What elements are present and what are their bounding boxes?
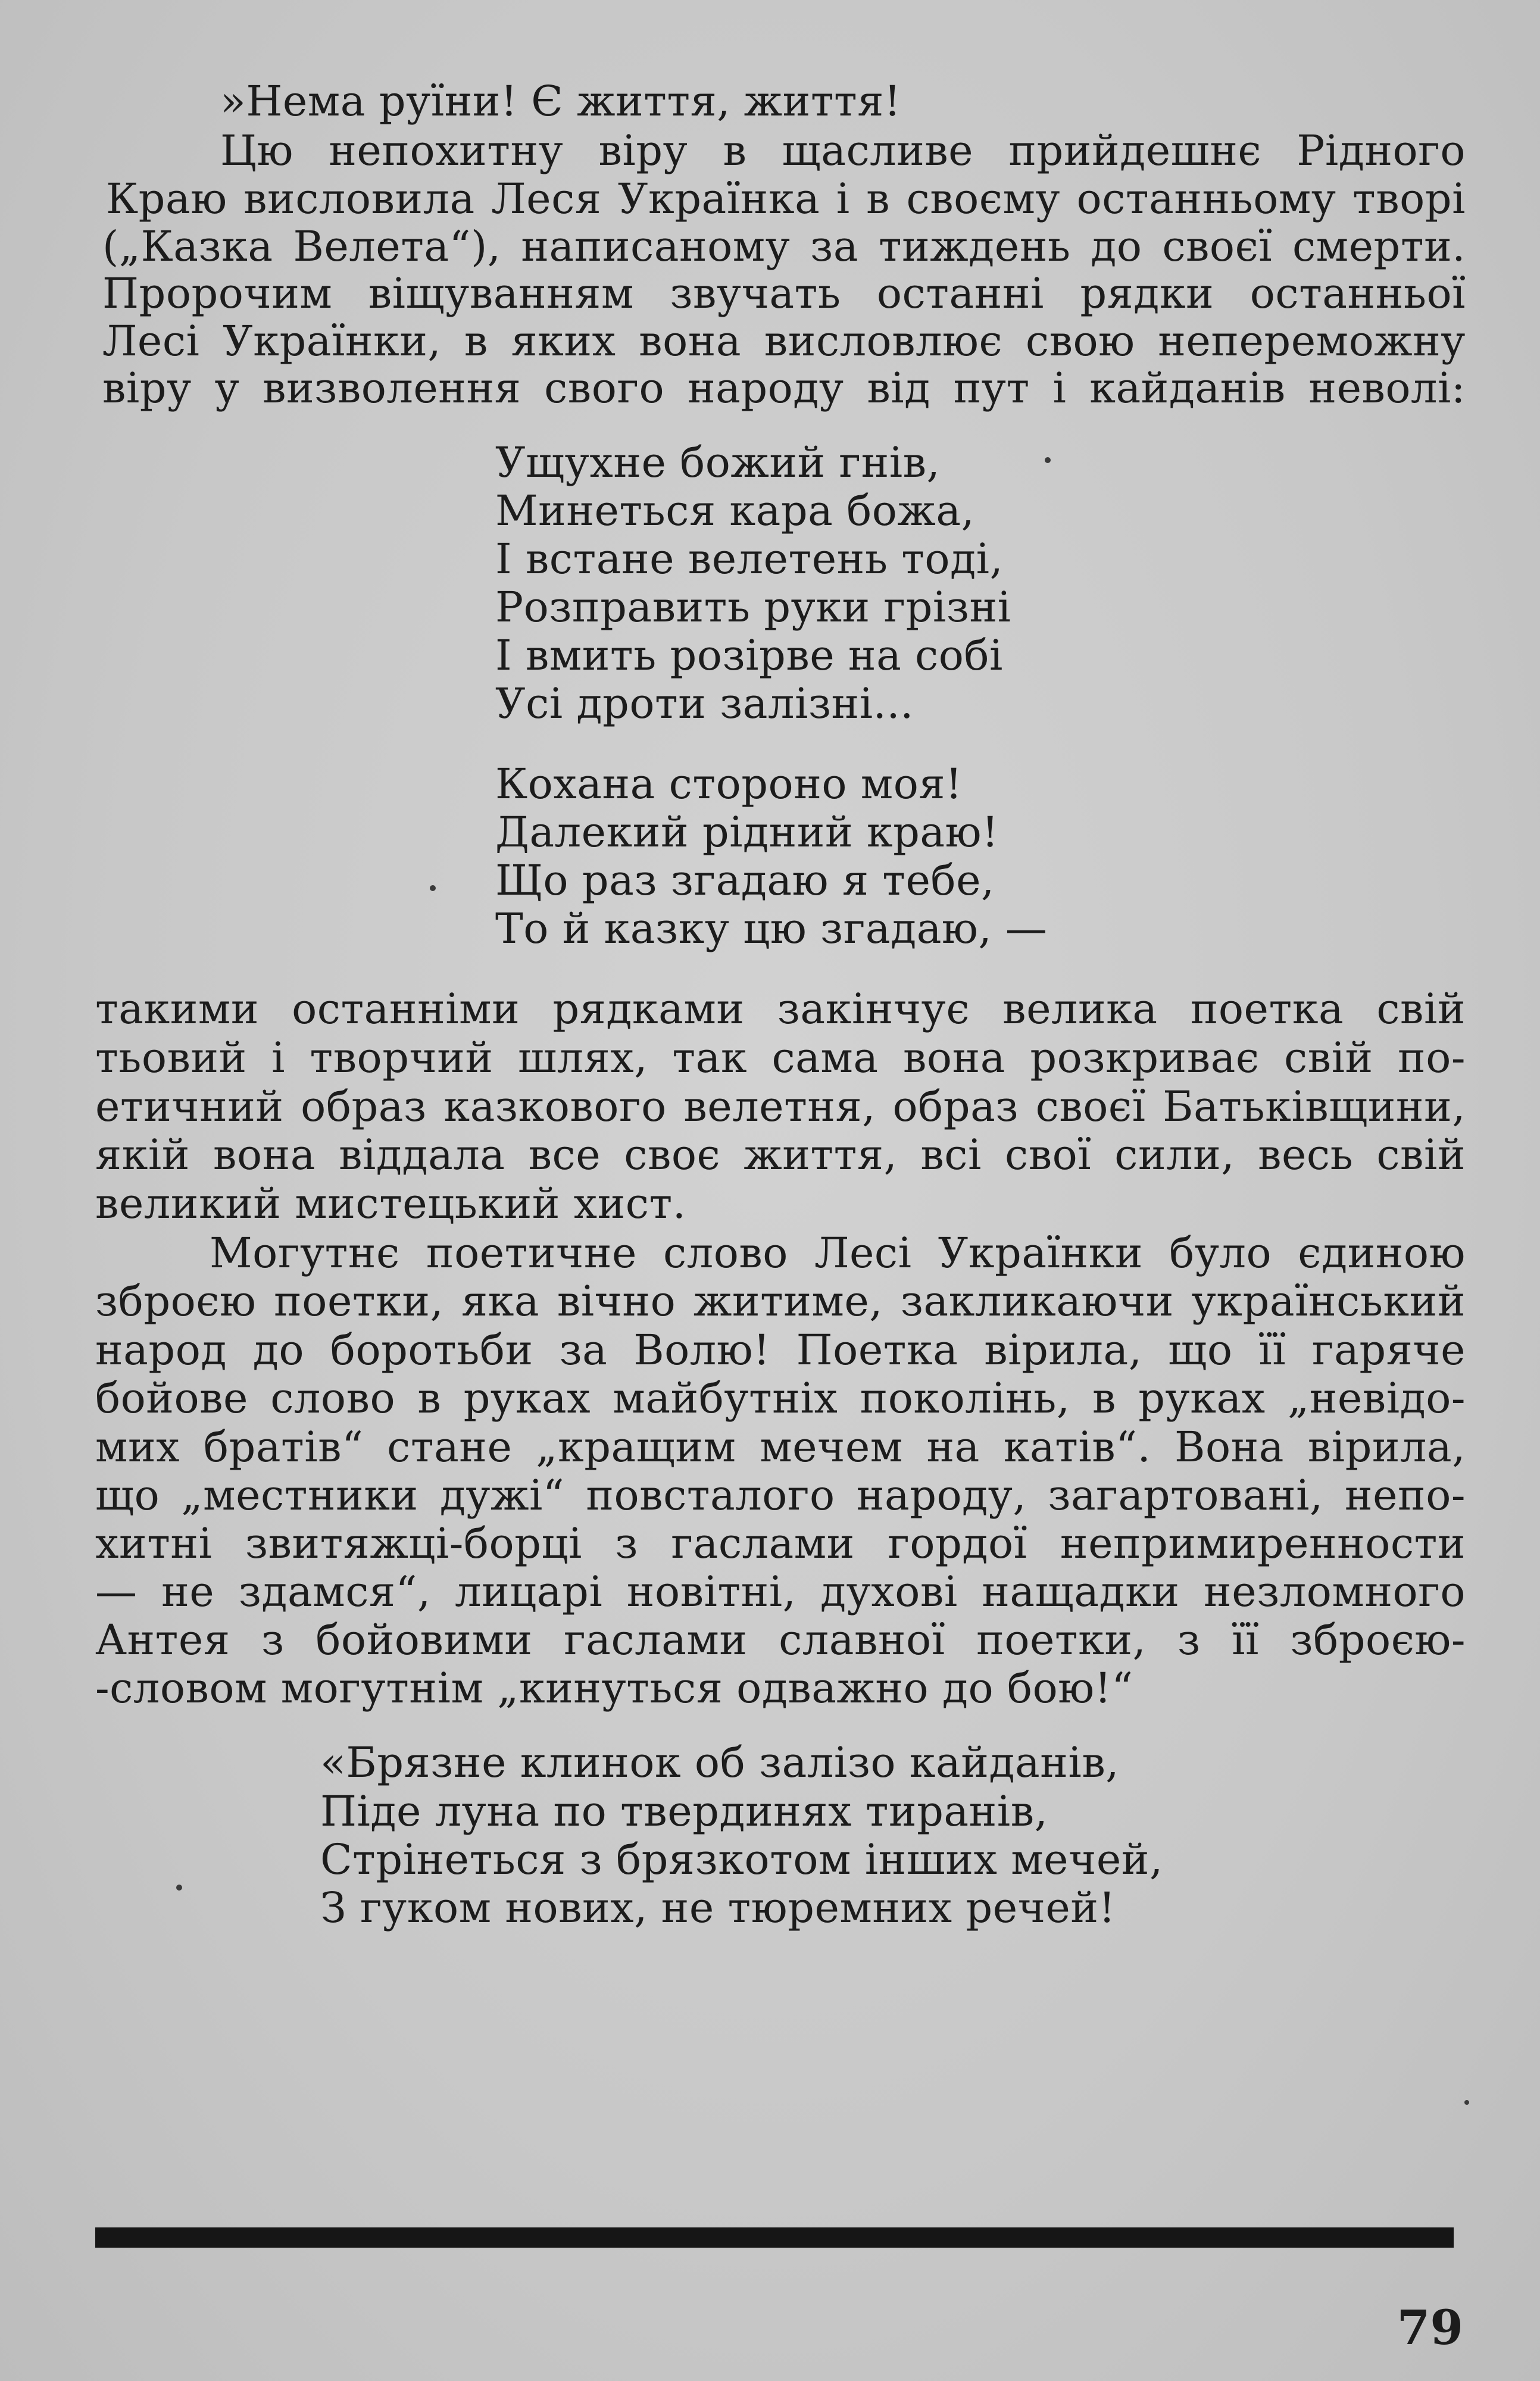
text-line: великий мистецький хист. (95, 1179, 686, 1228)
text-line: Цю непохитну віру в щасливе прийдешнє Рідного (220, 127, 1466, 174)
print-speck (1464, 2100, 1469, 2105)
poem-line: Далекий рідний краю! (495, 808, 999, 857)
text-line: тьовий і творчий шлях, так сама вона розкриває свій по- (95, 1034, 1466, 1082)
poem-line: Що раз згадаю я тебе, (495, 856, 995, 905)
poem-line: І встане велетень тоді, (495, 535, 1004, 583)
text-line: Антея з бойовими гаслами славної поетки, з її зброєю- (95, 1616, 1466, 1664)
text-line: („Казка Велета“), написаному за тиждень до своєї смерти. (102, 223, 1466, 270)
text-line: Краю висловила Леся Українка і в своєму останньому творі (106, 175, 1466, 223)
poem-line: Минеться кара божа, (495, 486, 975, 535)
text-line: мих братів“ стане „кращим мечем на катів“. Вона вірила, (95, 1423, 1466, 1471)
text-line: зброєю поетки, яка вічно житиме, закликаючи український (95, 1277, 1466, 1325)
text-line: віру у визволення свого народу від пут і кайданів неволі: (102, 364, 1466, 412)
poem-line: «Брязне клинок об залізо кайданів, (320, 1738, 1119, 1787)
text-line: — не здамся“, лицарі новітні, духові нащадки незломного (95, 1568, 1466, 1616)
poem-line: То й казку цю згадаю, — (495, 904, 1048, 953)
poem-line: Кохана стороно моя! (495, 760, 963, 808)
poem-line: Піде луна по твердинях тиранів, (320, 1787, 1048, 1836)
text-line: бойове слово в руках майбутніх поколінь, в руках „невідо- (95, 1374, 1466, 1422)
text-line: хитні звитяжці-борці з гаслами гордої непримиренности (95, 1520, 1466, 1567)
text-line: Лесі Українки, в яких вона висловлює свою непереможну (102, 317, 1466, 365)
text-line: народ до боротьби за Волю! Поетка вірила, що її гаряче (95, 1326, 1466, 1374)
text-line: що „местники дужі“ повсталого народу, загартовані, непо- (95, 1471, 1466, 1519)
print-speck (176, 1885, 182, 1891)
text-line: якій вона віддала все своє життя, всі свої сили, весь свій (95, 1131, 1466, 1179)
text-line: такими останніми рядками закінчує велика поетка свій (95, 985, 1466, 1033)
poem-line: І вмить розірве на собі (495, 631, 1003, 680)
poem-line: Ущухне божий гнів, (495, 438, 941, 487)
text-line: етичний образ казкового велетня, образ своєї Батьківщини, (95, 1083, 1466, 1130)
footer-rule (95, 2227, 1454, 2248)
poem-line: Усі дроти залізні... (495, 679, 914, 728)
poem-line: З гуком нових, не тюремних речей! (320, 1883, 1116, 1932)
page-number: 79 (1397, 2299, 1463, 2355)
print-speck (1045, 457, 1051, 463)
poem-line: Розправить руки грізні (495, 583, 1011, 632)
print-speck (430, 885, 436, 891)
text-line: Пророчим віщуванням звучать останні рядки останньої (102, 270, 1466, 317)
poem-line: Стрінеться з брязкотом інших мечей, (320, 1835, 1163, 1884)
text-line: »Нема руїни! Є життя, життя! (220, 77, 901, 126)
text-line: Могутнє поетичне слово Лесі Українки було єдиною (210, 1229, 1466, 1277)
text-line: -словом могутнім „кинуться одважно до бою!“ (95, 1664, 1133, 1713)
